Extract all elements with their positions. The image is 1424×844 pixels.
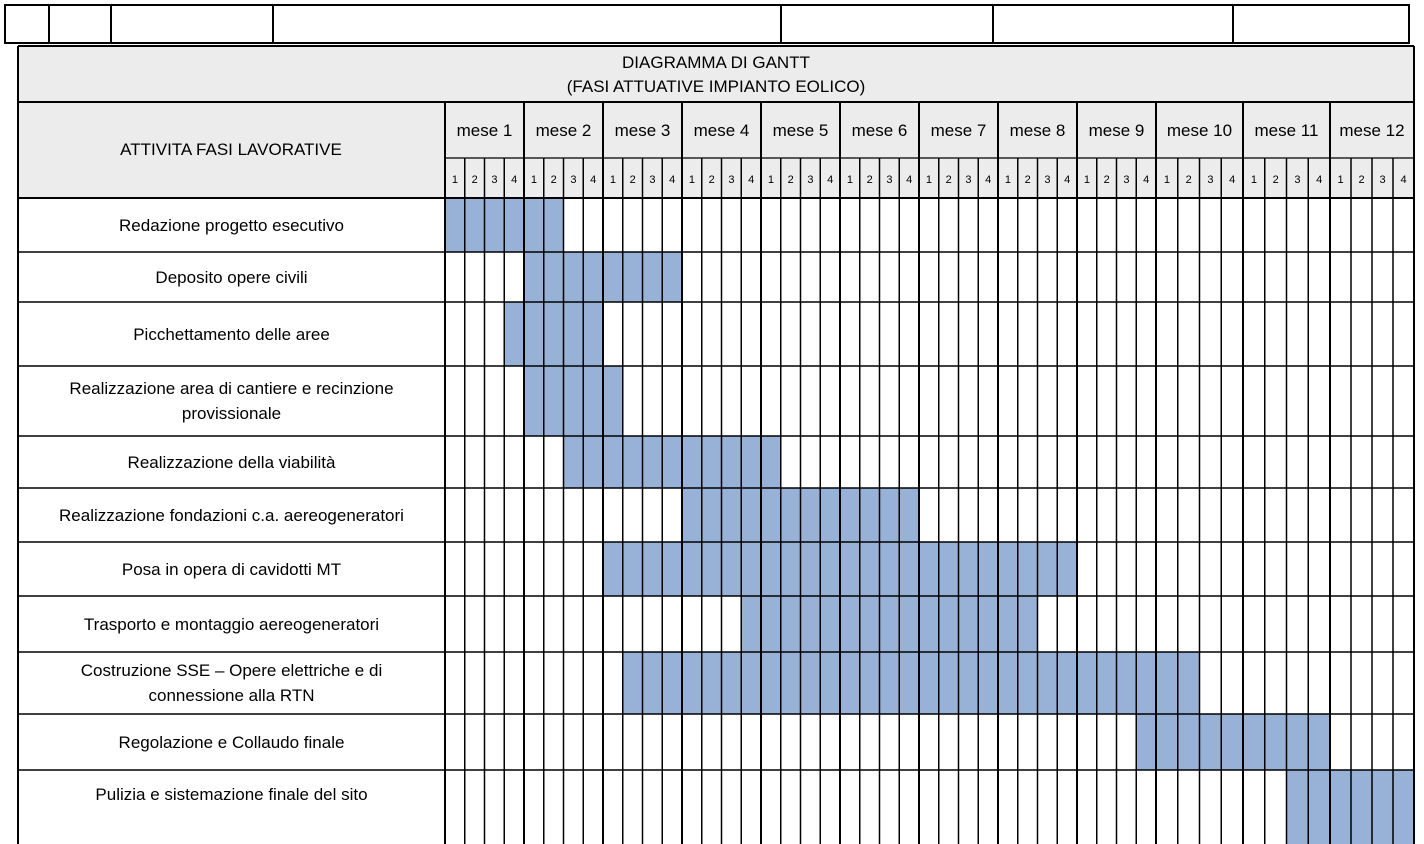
task-bars xyxy=(445,198,1414,844)
week-label: 3 xyxy=(649,174,656,186)
task-bar xyxy=(1136,714,1330,770)
task-label: Trasporto e montaggio aereogeneratori xyxy=(83,615,380,634)
week-label: 3 xyxy=(1123,174,1130,186)
week-label: 4 xyxy=(1064,174,1071,186)
week-label: 3 xyxy=(1379,174,1386,186)
task-label: Deposito opere civili xyxy=(155,268,308,287)
task-label: Realizzazione fondazioni c.a. aereogeneratori xyxy=(59,506,404,525)
week-label: 1 xyxy=(767,174,774,186)
week-label: 4 xyxy=(1143,174,1150,186)
month-label: mese 8 xyxy=(1009,121,1066,140)
task-label: Redazione progetto esecutivo xyxy=(119,216,344,235)
task-bar xyxy=(524,366,623,436)
task-label: Realizzazione area di cantiere e recinzione provissionale xyxy=(69,379,394,423)
task-label: Regolazione e Collaudo finale xyxy=(118,733,345,752)
week-label: 2 xyxy=(1358,174,1365,186)
week-label: 4 xyxy=(669,174,676,186)
week-label: 2 xyxy=(1024,174,1031,186)
week-label: 1 xyxy=(688,174,695,186)
task-label: Posa in opera di cavidotti MT xyxy=(121,560,342,579)
week-label: 4 xyxy=(748,174,755,186)
task-label: Realizzazione della viabilità xyxy=(127,453,336,472)
week-label: 3 xyxy=(1294,174,1301,186)
month-label: mese 5 xyxy=(772,121,829,140)
month-label: mese 2 xyxy=(535,121,592,140)
chart-subtitle: (FASI ATTUATIVE IMPIANTO EOLICO) xyxy=(566,77,866,96)
month-label: mese 7 xyxy=(930,121,987,140)
week-label: 3 xyxy=(1207,174,1214,186)
week-label: 2 xyxy=(1103,174,1110,186)
task-label: Picchettamento delle aree xyxy=(133,325,330,344)
month-label: mese 3 xyxy=(614,121,671,140)
week-label: 2 xyxy=(471,174,478,186)
week-label: 3 xyxy=(807,174,814,186)
month-label: mese 9 xyxy=(1088,121,1145,140)
task-bar xyxy=(741,596,1037,652)
week-label: 1 xyxy=(1004,174,1011,186)
month-label: mese 11 xyxy=(1254,121,1319,140)
week-label: 4 xyxy=(1229,174,1236,186)
week-label: 3 xyxy=(965,174,972,186)
activity-column-header: ATTIVITA FASI LAVORATIVE xyxy=(120,140,342,159)
task-bar xyxy=(623,652,1200,714)
week-label: 2 xyxy=(945,174,952,186)
week-label: 1 xyxy=(1083,174,1090,186)
week-label: 1 xyxy=(1337,174,1344,186)
month-label: mese 4 xyxy=(693,121,750,140)
week-label: 3 xyxy=(886,174,893,186)
week-label: 3 xyxy=(570,174,577,186)
chart-title: DIAGRAMMA DI GANTT xyxy=(622,53,810,72)
week-label: 4 xyxy=(590,174,597,186)
week-label: 2 xyxy=(1185,174,1192,186)
week-label: 1 xyxy=(451,174,458,186)
task-labels xyxy=(59,216,404,804)
month-label: mese 1 xyxy=(456,121,513,140)
week-label: 4 xyxy=(827,174,834,186)
week-label: 1 xyxy=(530,174,537,186)
week-label: 2 xyxy=(866,174,873,186)
week-label: 1 xyxy=(925,174,932,186)
task-bar xyxy=(504,302,603,366)
month-label: mese 6 xyxy=(851,121,908,140)
week-label: 1 xyxy=(1250,174,1257,186)
month-label: mese 12 xyxy=(1339,121,1405,140)
week-label: 2 xyxy=(550,174,557,186)
month-label: mese 10 xyxy=(1166,121,1233,140)
week-label: 2 xyxy=(708,174,715,186)
week-label: 4 xyxy=(1316,174,1323,186)
week-label: 4 xyxy=(985,174,992,186)
week-label: 4 xyxy=(511,174,518,186)
task-bar xyxy=(564,436,781,488)
week-label: 2 xyxy=(1272,174,1279,186)
week-label: 1 xyxy=(846,174,853,186)
task-label: Pulizia e sistemazione finale del sito xyxy=(95,785,368,804)
week-label: 3 xyxy=(1044,174,1051,186)
week-label: 2 xyxy=(787,174,794,186)
week-label: 3 xyxy=(491,174,498,186)
week-label: 3 xyxy=(728,174,735,186)
task-label: Costruzione SSE – Opere elettriche e di connessione alla RTN xyxy=(80,661,383,705)
week-label: 4 xyxy=(1400,174,1407,186)
week-label: 1 xyxy=(609,174,616,186)
week-label: 4 xyxy=(906,174,913,186)
week-label: 1 xyxy=(1163,174,1170,186)
week-label: 2 xyxy=(629,174,636,186)
